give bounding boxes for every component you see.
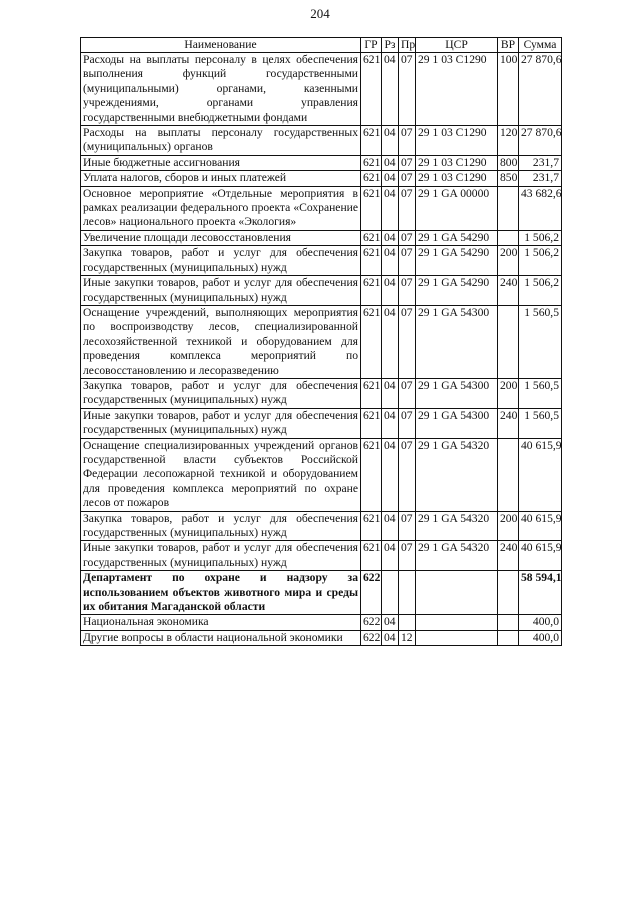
- row-rz: 04: [382, 230, 399, 245]
- table-body: [81, 53, 562, 646]
- row-name: Оснащение специализированных учреждений органов государственной власти субъектов Российской Федерации лесопожарной техникой и оборудованием для проведения комплекса мероприятий по охране лесов от пожаров: [81, 438, 361, 511]
- row-rz: 04: [382, 126, 399, 156]
- table-row: [81, 511, 562, 541]
- row-csr: 29 1 GA 54320: [416, 511, 498, 541]
- row-vr: [498, 186, 519, 230]
- header-rz: Рз: [382, 38, 399, 53]
- table-row: [81, 571, 562, 615]
- row-csr: 29 1 03 С1290: [416, 155, 498, 170]
- table-row: [81, 186, 562, 230]
- row-rz: 04: [382, 541, 399, 571]
- row-rz: 04: [382, 171, 399, 186]
- row-gr: 621: [361, 171, 382, 186]
- row-name: Иные бюджетные ассигнования: [81, 155, 361, 170]
- row-rz: 04: [382, 615, 399, 630]
- row-pr: 07: [399, 276, 416, 306]
- table-row: [81, 378, 562, 408]
- row-vr: [498, 630, 519, 645]
- row-pr: 07: [399, 438, 416, 511]
- row-gr: 621: [361, 230, 382, 245]
- row-pr: 07: [399, 378, 416, 408]
- row-sum: 1 560,5: [519, 305, 562, 378]
- row-pr: 07: [399, 186, 416, 230]
- row-vr: 240: [498, 541, 519, 571]
- row-csr: 29 1 GA 54320: [416, 438, 498, 511]
- row-sum: 1 506,2: [519, 276, 562, 306]
- row-vr: 800: [498, 155, 519, 170]
- table-row: [81, 155, 562, 170]
- row-csr: 29 1 GA 00000: [416, 186, 498, 230]
- row-rz: 04: [382, 53, 399, 126]
- table-row: [81, 615, 562, 630]
- row-pr: 07: [399, 126, 416, 156]
- row-name: Уплата налогов, сборов и иных платежей: [81, 171, 361, 186]
- header-name: Наименование: [81, 38, 361, 53]
- table-row: [81, 246, 562, 276]
- row-name: Иные закупки товаров, работ и услуг для обеспечения государственных (муниципальных) нужд: [81, 276, 361, 306]
- row-sum: 40 615,9: [519, 438, 562, 511]
- row-vr: 850: [498, 171, 519, 186]
- row-vr: 120: [498, 126, 519, 156]
- row-sum: 40 615,9: [519, 511, 562, 541]
- row-sum: 231,7: [519, 171, 562, 186]
- table-row: [81, 171, 562, 186]
- row-sum: 1 506,2: [519, 230, 562, 245]
- row-name: Департамент по охране и надзору за использованием объектов животного мира и среды их обитания Магаданской области: [81, 571, 361, 615]
- row-name: Расходы на выплаты персоналу государственных (муниципальных) органов: [81, 126, 361, 156]
- row-name: Расходы на выплаты персоналу в целях обеспечения выполнения функций государственными (муниципальными) органами, казенными учреждениями, органами управления государственными внебюджетными фондами: [81, 53, 361, 126]
- row-name: Основное мероприятие «Отдельные мероприятия в рамках реализации федерального проекта «Сохранение лесов» национального проекта «Экология»: [81, 186, 361, 230]
- row-sum: 27 870,6: [519, 53, 562, 126]
- table-row: [81, 53, 562, 126]
- row-sum: 40 615,9: [519, 541, 562, 571]
- row-rz: 04: [382, 630, 399, 645]
- row-pr: 07: [399, 541, 416, 571]
- row-rz: 04: [382, 276, 399, 306]
- header-sum: Сумма: [519, 38, 562, 53]
- table-row: [81, 630, 562, 645]
- row-gr: 621: [361, 53, 382, 126]
- header-pr: Пр: [399, 38, 416, 53]
- row-sum: 27 870,6: [519, 126, 562, 156]
- table-row: [81, 541, 562, 571]
- row-rz: 04: [382, 438, 399, 511]
- row-vr: 240: [498, 276, 519, 306]
- row-gr: 621: [361, 126, 382, 156]
- row-gr: 622: [361, 630, 382, 645]
- row-pr: [399, 615, 416, 630]
- row-rz: 04: [382, 378, 399, 408]
- row-pr: 07: [399, 408, 416, 438]
- row-vr: [498, 438, 519, 511]
- row-vr: [498, 615, 519, 630]
- row-sum: 58 594,1: [519, 571, 562, 615]
- row-vr: 200: [498, 378, 519, 408]
- row-gr: 621: [361, 246, 382, 276]
- row-name: Оснащение учреждений, выполняющих мероприятия по воспроизводству лесов, специализированной лесохозяйственной техникой и оборудованием для проведения комплекса мероприятий по лесовосстановлению и лесоразведению: [81, 305, 361, 378]
- row-csr: [416, 571, 498, 615]
- row-sum: 400,0: [519, 630, 562, 645]
- table-row: [81, 126, 562, 156]
- row-csr: 29 1 GA 54290: [416, 246, 498, 276]
- row-csr: 29 1 GA 54290: [416, 230, 498, 245]
- row-name: Иные закупки товаров, работ и услуг для обеспечения государственных (муниципальных) нужд: [81, 541, 361, 571]
- row-sum: 1 560,5: [519, 378, 562, 408]
- row-gr: 621: [361, 186, 382, 230]
- table-row: [81, 305, 562, 378]
- row-csr: 29 1 GA 54300: [416, 305, 498, 378]
- row-vr: 100: [498, 53, 519, 126]
- row-csr: 29 1 03 С1290: [416, 53, 498, 126]
- row-rz: 04: [382, 305, 399, 378]
- row-gr: 622: [361, 615, 382, 630]
- page-number: 204: [310, 6, 330, 21]
- row-name: Другие вопросы в области национальной экономики: [81, 630, 361, 645]
- row-name: Закупка товаров, работ и услуг для обеспечения государственных (муниципальных) нужд: [81, 511, 361, 541]
- table-row: [81, 438, 562, 511]
- row-sum: 1 506,2: [519, 246, 562, 276]
- header-csr: ЦСР: [416, 38, 498, 53]
- row-csr: 29 1 GA 54300: [416, 408, 498, 438]
- row-rz: 04: [382, 246, 399, 276]
- row-gr: 621: [361, 276, 382, 306]
- row-rz: [382, 571, 399, 615]
- row-gr: 622: [361, 571, 382, 615]
- table-row: [81, 230, 562, 245]
- row-pr: 07: [399, 171, 416, 186]
- row-pr: 07: [399, 246, 416, 276]
- row-vr: 200: [498, 511, 519, 541]
- row-name: Закупка товаров, работ и услуг для обеспечения государственных (муниципальных) нужд: [81, 378, 361, 408]
- row-vr: [498, 571, 519, 615]
- row-name: Национальная экономика: [81, 615, 361, 630]
- row-csr: 29 1 03 С1290: [416, 126, 498, 156]
- row-csr: 29 1 GA 54290: [416, 276, 498, 306]
- header-gr: ГР: [361, 38, 382, 53]
- row-rz: 04: [382, 155, 399, 170]
- row-vr: 200: [498, 246, 519, 276]
- row-sum: 400,0: [519, 615, 562, 630]
- row-gr: 621: [361, 408, 382, 438]
- row-csr: 29 1 GA 54320: [416, 541, 498, 571]
- row-sum: 231,7: [519, 155, 562, 170]
- table-row: [81, 408, 562, 438]
- row-sum: 1 560,5: [519, 408, 562, 438]
- row-gr: 621: [361, 305, 382, 378]
- row-name: Закупка товаров, работ и услуг для обеспечения государственных (муниципальных) нужд: [81, 246, 361, 276]
- table-header-row: [81, 38, 562, 53]
- row-pr: 12: [399, 630, 416, 645]
- row-vr: [498, 305, 519, 378]
- row-rz: 04: [382, 408, 399, 438]
- row-name: Иные закупки товаров, работ и услуг для обеспечения государственных (муниципальных) нужд: [81, 408, 361, 438]
- row-pr: 07: [399, 53, 416, 126]
- row-rz: 04: [382, 511, 399, 541]
- row-rz: 04: [382, 186, 399, 230]
- header-vr: ВР: [498, 38, 519, 53]
- row-csr: [416, 630, 498, 645]
- row-pr: [399, 571, 416, 615]
- row-gr: 621: [361, 438, 382, 511]
- row-gr: 621: [361, 378, 382, 408]
- row-gr: 621: [361, 541, 382, 571]
- row-csr: 29 1 03 С1290: [416, 171, 498, 186]
- row-name: Увеличение площади лесовосстановления: [81, 230, 361, 245]
- row-gr: 621: [361, 155, 382, 170]
- row-pr: 07: [399, 155, 416, 170]
- row-csr: 29 1 GA 54300: [416, 378, 498, 408]
- row-vr: 240: [498, 408, 519, 438]
- row-gr: 621: [361, 511, 382, 541]
- row-csr: [416, 615, 498, 630]
- row-pr: 07: [399, 230, 416, 245]
- table-row: [81, 276, 562, 306]
- row-vr: [498, 230, 519, 245]
- row-pr: 07: [399, 511, 416, 541]
- row-sum: 43 682,6: [519, 186, 562, 230]
- budget-table: [80, 37, 562, 646]
- row-pr: 07: [399, 305, 416, 378]
